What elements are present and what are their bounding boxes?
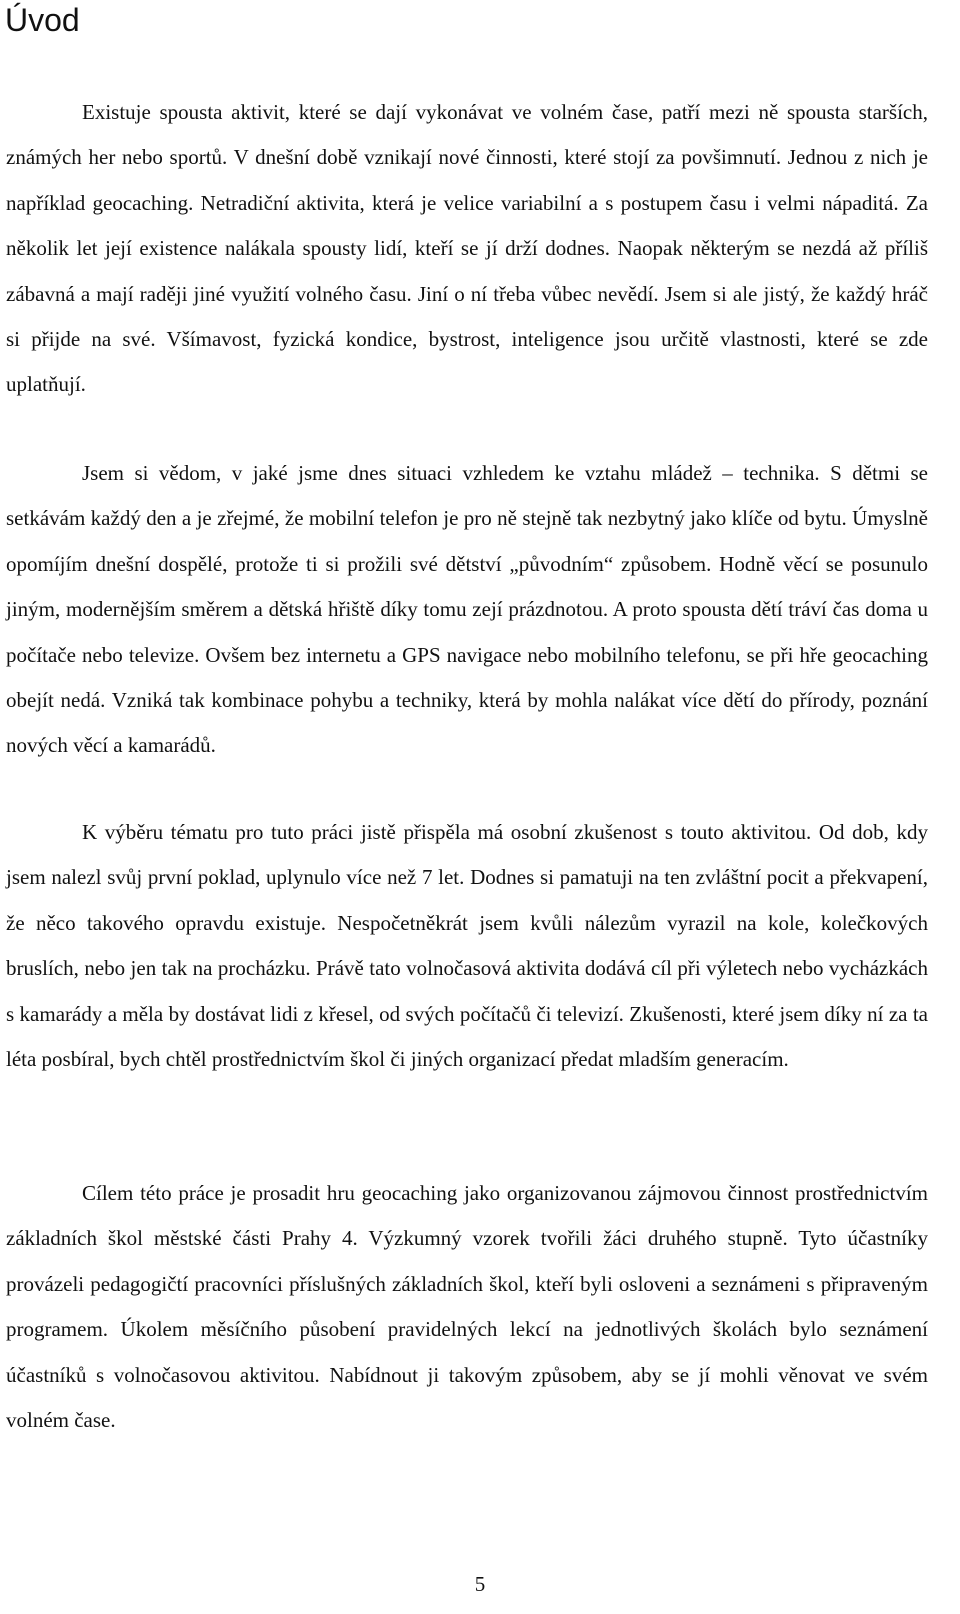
paragraph-motivation: K výběru tématu pro tuto práci jistě přispěla má osobní zkušenost s touto aktivitou. Od dob, kdy jsem nalezl svůj první poklad, uplynulo více než 7 let. Dodnes si pamatuji na ten zvláštní pocit a překvapení, že něco takového opravdu existuje. Nespočetněkrát jsem kvůli nálezům vyrazil na kole, kolečkových bruslích, nebo jen tak na procházku. Právě tato volnočasová aktivita dodává cíl při výletech nebo vycházkách s kamarády a měla by dostávat lidi z křesel, od svých počítačů či televizí. Zkušenosti, které jsem díky ní za ta léta posbíral, bych chtěl prostřednictvím škol či jiných organizací předat mladším generacím. xyxy=(6,820,928,1072)
paragraph-technology: Jsem si vědom, v jaké jsme dnes situaci vzhledem ke vztahu mládež – technika. S dětmi se setkávám každý den a je zřejmé, že mobilní telefon je pro ně stejně tak nezbytný jako klíče od bytu. Úmyslně opomíjím dnešní dospělé, protože ti si prožili své dětství „původním“ způsobem. Hodně věcí se posunulo jiným, modernějším směrem a dětská hřiště díky tomu zejí prázdnotou. A proto spousta dětí tráví čas doma u počítače nebo televize. Ovšem bez internetu a GPS navigace nebo mobilního telefonu, se při hře geocaching obejít nedá. Vzniká tak kombinace pohybu a techniky, která by mohla nalákat více dětí do přírody, poznání nových věcí a kamarádů. xyxy=(6,461,928,758)
paragraph-goal: Cílem této práce je prosadit hru geocaching jako organizovanou zájmovou činnost prostřednictvím základních škol městské části Prahy 4. Výzkumný vzorek tvořili žáci druhého stupně. Tyto účastníky provázeli pedagogičtí pracovníci příslušných základních škol, kteří byli osloveni a seznámeni s připraveným programem. Úkolem měsíčního působení pravidelných lekcí na jednotlivých školách bylo seznámení účastníků s volnočasovou aktivitou. Nabídnout ji takovým způsobem, aby se jí mohli věnovat ve svém volném čase. xyxy=(6,1181,928,1433)
paragraph-intro: Existuje spousta aktivit, které se dají vykonávat ve volném čase, patří mezi ně spousta starších, známých her nebo sportů. V dnešní době vznikají nové činnosti, které stojí za povšimnutí. Jednou z nich je například geocaching. Netradiční aktivita, která je velice variabilní a s postupem času i velmi nápaditá. Za několik let její existence nalákala spousty lidí, kteří se jí drží dodnes. Naopak některým se nezdá až příliš zábavná a mají raději jiné využití volného času. Jiní o ní třeba vůbec nevědí. Jsem si ale jistý, že každý hráč si přijde na své. Všímavost, fyzická kondice, bystrost, inteligence jsou určitě vlastnosti, které se zde uplatňují. xyxy=(6,100,928,397)
page-number: 5 xyxy=(474,1572,486,1596)
section-heading: Úvod xyxy=(5,2,80,38)
